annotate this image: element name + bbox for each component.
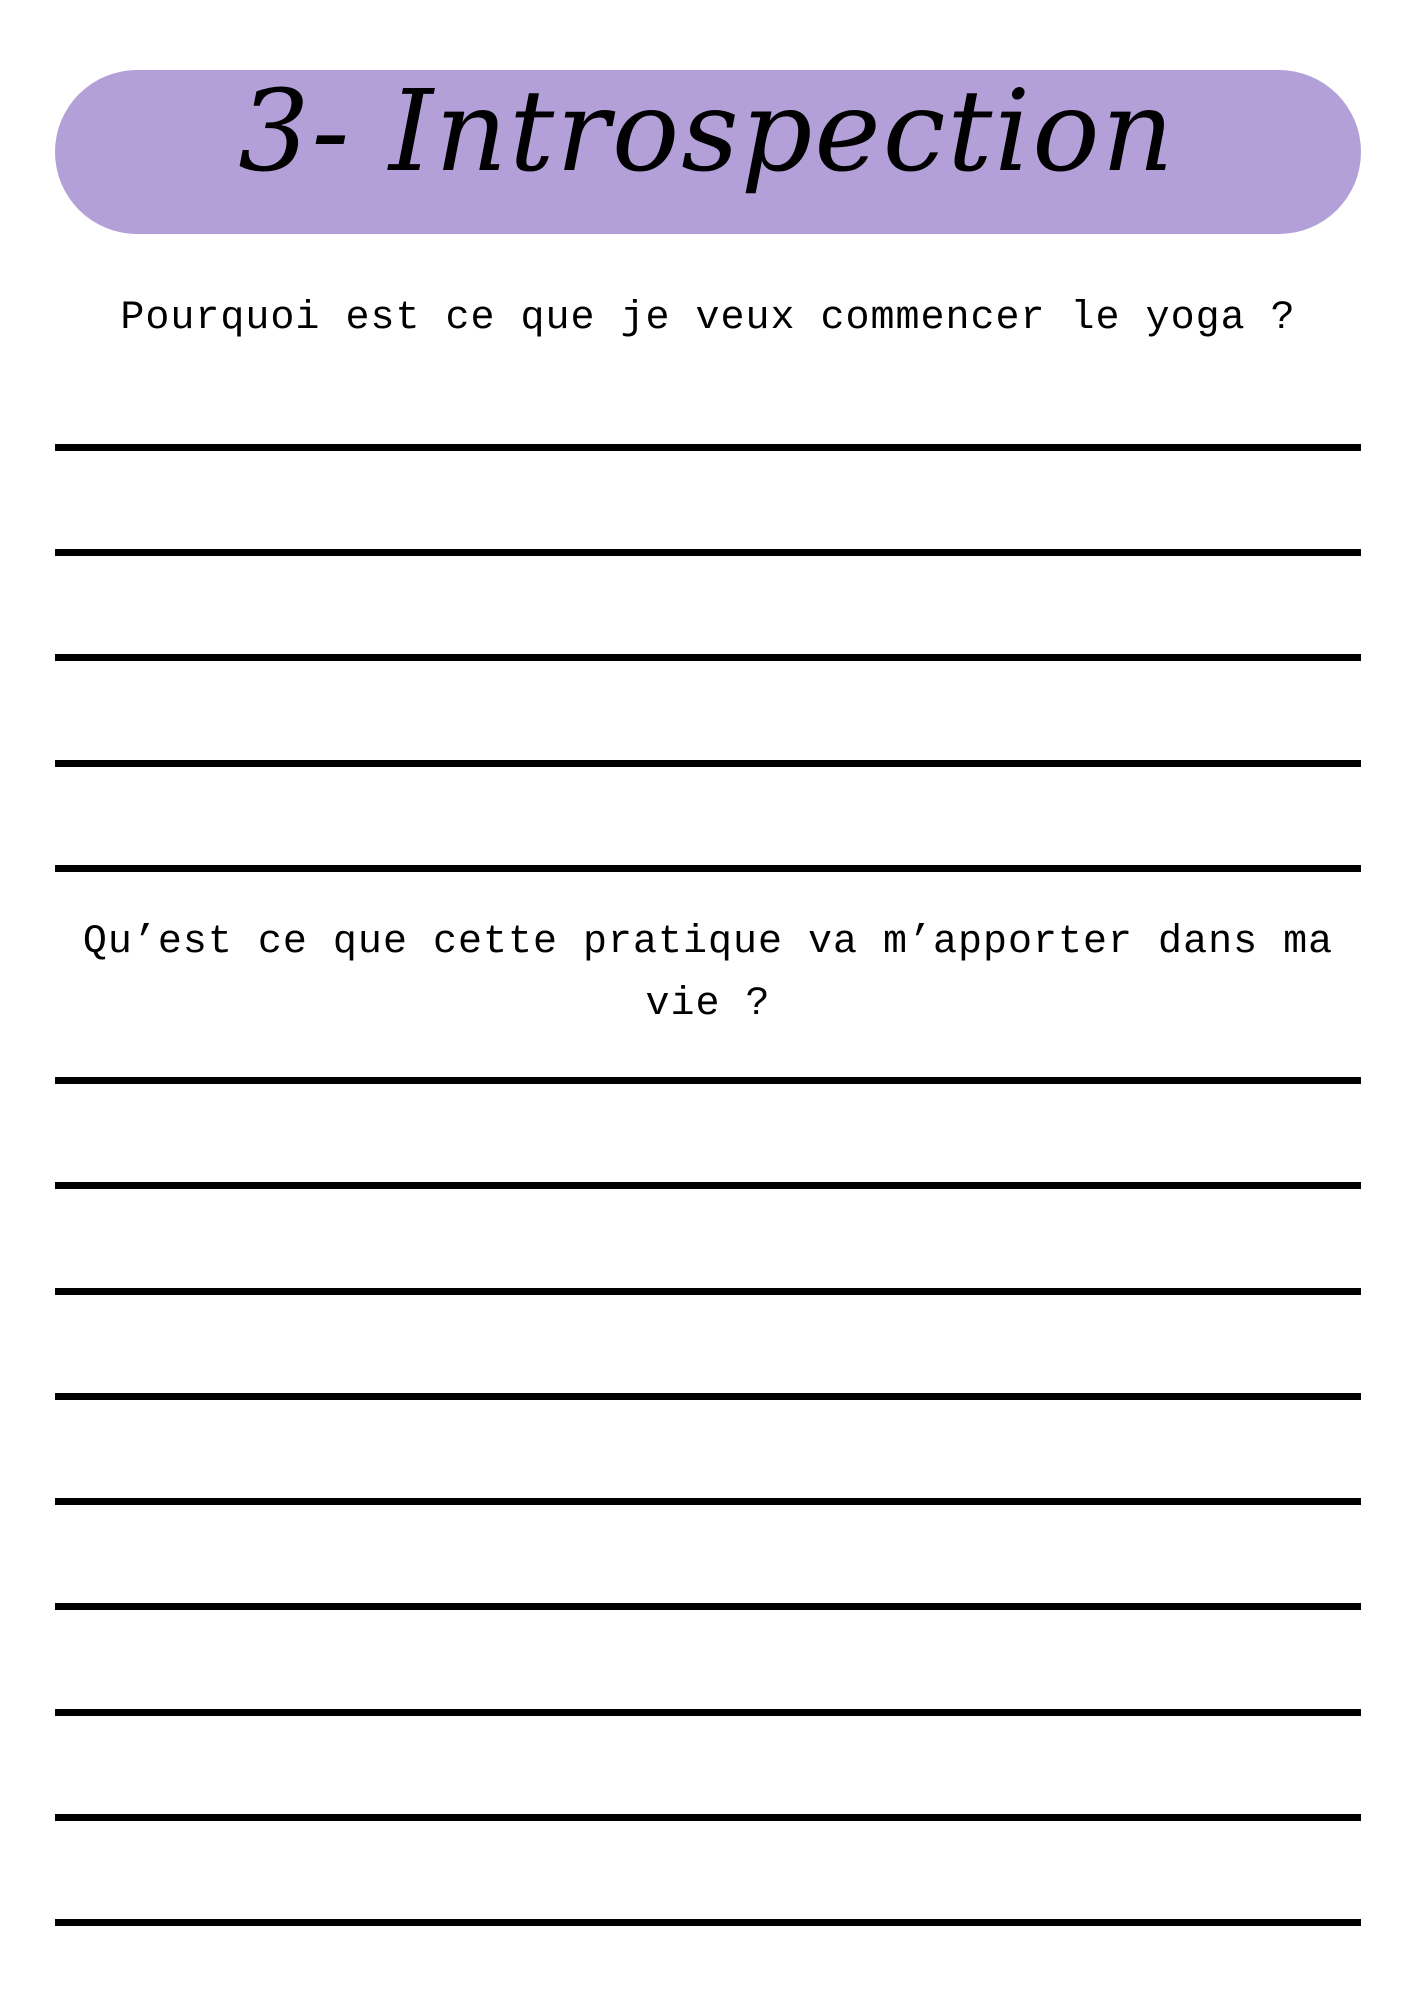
answer-line[interactable]	[55, 654, 1361, 661]
question-2: Qu’est ce que cette pratique va m’apporter dans ma vie ?	[82, 920, 1334, 1027]
answer-line[interactable]	[55, 1919, 1361, 1926]
question-1: Pourquoi est ce que je veux commencer le yoga ?	[120, 296, 1296, 341]
answer-line[interactable]	[55, 1603, 1361, 1610]
page-title: 3- Introspection	[238, 67, 1176, 197]
answer-line[interactable]	[55, 1182, 1361, 1189]
answer-line[interactable]	[55, 1814, 1361, 1821]
answer-line[interactable]	[55, 444, 1361, 451]
answer-line[interactable]	[55, 549, 1361, 556]
answer-line[interactable]	[55, 1288, 1361, 1295]
answer-line[interactable]	[55, 1393, 1361, 1400]
answer-line[interactable]	[55, 1709, 1361, 1716]
answer-line[interactable]	[55, 865, 1361, 872]
answer-line[interactable]	[55, 1498, 1361, 1505]
answer-line[interactable]	[55, 1077, 1361, 1084]
answer-line[interactable]	[55, 760, 1361, 767]
